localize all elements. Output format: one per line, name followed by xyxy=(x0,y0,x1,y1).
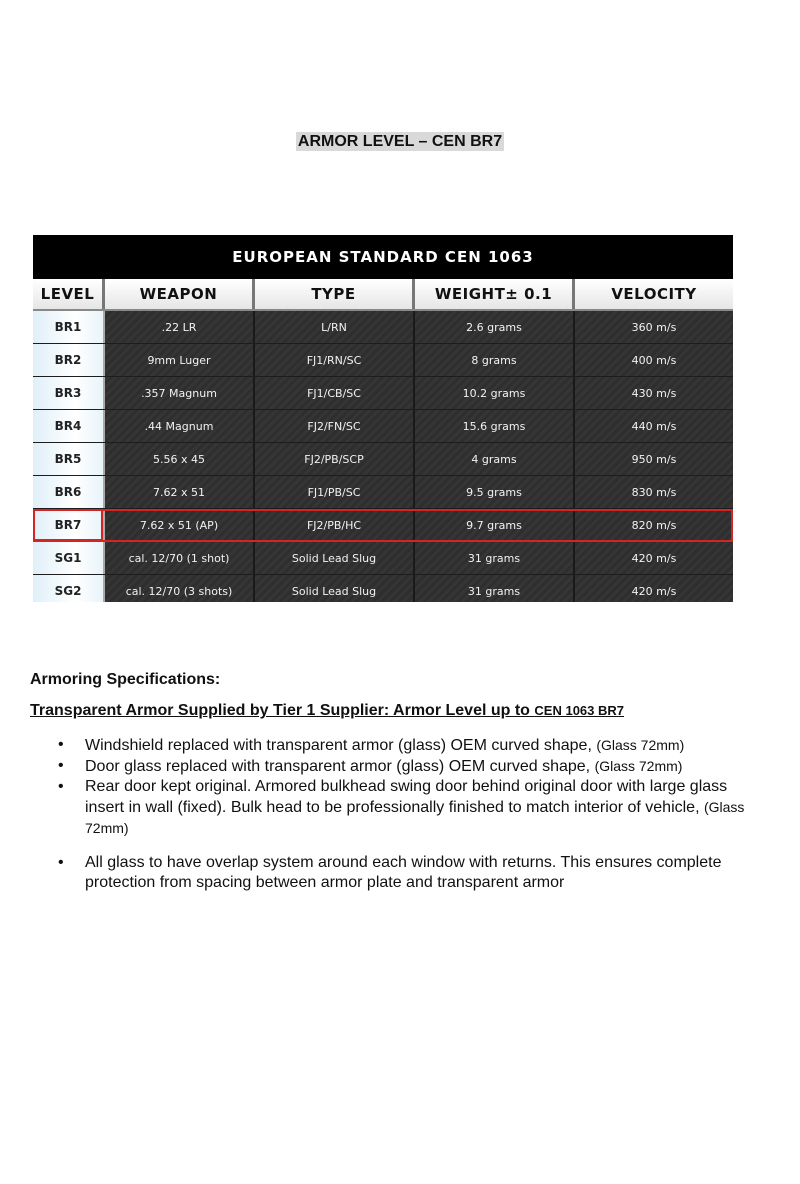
list-item xyxy=(58,777,758,839)
armor-standard-table xyxy=(33,235,733,602)
cell-velocity: 430 m/s xyxy=(631,386,677,400)
cell-type: Solid Lead Slug xyxy=(255,575,415,602)
cell-weapon: cal. 12/70 (3 shots) xyxy=(105,575,255,602)
cell-velocity: 830 m/s xyxy=(631,485,677,499)
cell-level: SG2 xyxy=(33,575,105,602)
bullet-text: Rear door kept original. Armored bulkhead swing door behind original door with large glass insert in wall (fixed). Bulk head to be professionally finished to match interior of vehicle, xyxy=(85,778,728,816)
table-row xyxy=(33,542,733,575)
subheading-standard: CEN 1063 BR7 xyxy=(534,703,625,718)
bullet-text: Windshield replaced with transparent armor (glass) OEM curved shape, xyxy=(85,737,592,754)
cell-weapon: .44 Magnum xyxy=(105,410,255,442)
header-level: LEVEL xyxy=(33,279,105,309)
table-row xyxy=(33,311,733,344)
specifications-list xyxy=(58,735,758,893)
cell-velocity: 420 m/s xyxy=(631,584,677,598)
cell-weight: 9.5 grams xyxy=(415,476,575,508)
cell-level: BR6 xyxy=(33,476,105,508)
cell-level: BR2 xyxy=(33,344,105,376)
cell-weapon: 7.62 x 51 xyxy=(105,476,255,508)
table-row xyxy=(33,575,733,602)
bullet-text: Door glass replaced with transparent armor (glass) OEM curved shape, xyxy=(85,758,591,775)
cell-level: BR5 xyxy=(33,443,105,475)
cell-velocity: 360 m/s xyxy=(631,320,677,334)
cell-weight: 10.2 grams xyxy=(415,377,575,409)
table-row xyxy=(33,410,733,443)
cell-weight: 4 grams xyxy=(415,443,575,475)
cell-weight: 9.7 grams xyxy=(415,509,575,541)
table-row xyxy=(33,377,733,410)
cell-weight: 31 grams xyxy=(415,575,575,602)
header-weapon: WEAPON xyxy=(105,279,255,309)
cell-weapon: .357 Magnum xyxy=(105,377,255,409)
header-weight: WEIGHT± 0.1 xyxy=(415,279,575,309)
cell-weapon: 5.56 x 45 xyxy=(105,443,255,475)
cell-level: BR7 xyxy=(33,509,105,541)
cell-type: L/RN xyxy=(255,311,415,343)
header-type: TYPE xyxy=(255,279,415,309)
specifications-subheading xyxy=(30,702,624,720)
bullet-note: (Glass 72mm) xyxy=(596,737,685,753)
table-row xyxy=(33,344,733,377)
cell-velocity: 820 m/s xyxy=(631,518,677,532)
bullet-note: (Glass 72mm) xyxy=(85,799,745,836)
cell-velocity: 400 m/s xyxy=(631,353,677,367)
cell-weight: 15.6 grams xyxy=(415,410,575,442)
bullet-text: All glass to have overlap system around each window with returns. This ensures complete protection from spacing between armor plate and transparent armor xyxy=(85,854,722,891)
table-row xyxy=(33,476,733,509)
cell-type: FJ1/CB/SC xyxy=(255,377,415,409)
specifications-heading: Armoring Specifications: xyxy=(30,671,221,688)
table-row-highlighted xyxy=(33,509,733,542)
list-item xyxy=(58,853,758,893)
list-item xyxy=(58,735,758,756)
cell-weight: 31 grams xyxy=(415,542,575,574)
cell-type: Solid Lead Slug xyxy=(255,542,415,574)
cell-level: BR4 xyxy=(33,410,105,442)
cell-type: FJ2/PB/SCP xyxy=(255,443,415,475)
list-item xyxy=(58,756,758,777)
bullet-note: (Glass 72mm) xyxy=(594,758,683,774)
table-header-row xyxy=(33,279,733,311)
page-title-text: ARMOR LEVEL – CEN BR7 xyxy=(297,133,503,150)
cell-level: SG1 xyxy=(33,542,105,574)
cell-type: FJ1/PB/SC xyxy=(255,476,415,508)
cell-weapon: .22 LR xyxy=(105,311,255,343)
cell-type: FJ2/FN/SC xyxy=(255,410,415,442)
cell-weapon: cal. 12/70 (1 shot) xyxy=(105,542,255,574)
cell-velocity: 950 m/s xyxy=(631,452,677,466)
subheading-main: Transparent Armor Supplied by Tier 1 Supplier: Armor Level up to xyxy=(30,702,530,719)
cell-weight: 2.6 grams xyxy=(415,311,575,343)
page-title xyxy=(0,133,800,151)
cell-velocity: 440 m/s xyxy=(631,419,677,433)
cell-level: BR3 xyxy=(33,377,105,409)
cell-type: FJ1/RN/SC xyxy=(255,344,415,376)
header-velocity: VELOCITY xyxy=(611,285,697,303)
cell-type: FJ2/PB/HC xyxy=(255,509,415,541)
table-row xyxy=(33,443,733,476)
cell-weapon: 9mm Luger xyxy=(105,344,255,376)
table-banner: EUROPEAN STANDARD CEN 1063 xyxy=(33,235,733,279)
cell-velocity: 420 m/s xyxy=(631,551,677,565)
cell-weapon: 7.62 x 51 (AP) xyxy=(105,509,255,541)
cell-weight: 8 grams xyxy=(415,344,575,376)
cell-level: BR1 xyxy=(33,311,105,343)
